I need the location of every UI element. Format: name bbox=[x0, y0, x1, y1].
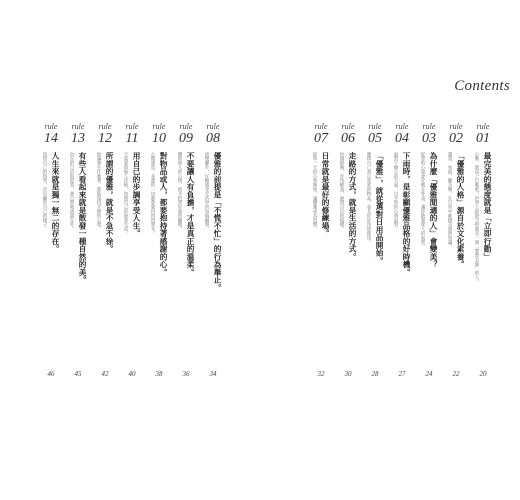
rule-title: 下雨時，是彰顯優雅品格的好時機。 bbox=[402, 152, 411, 276]
rule-word: rule bbox=[314, 122, 328, 131]
rule-title: 有些人看起來就是散發一種自然的美。 bbox=[78, 152, 87, 284]
rule-description: 從每一天的小事開始，讓優雅成為習慣。 bbox=[312, 152, 317, 232]
rule-word: rule bbox=[449, 122, 463, 131]
rule-title: 不要讓人有負擔，才是真正的溫柔。 bbox=[186, 152, 195, 276]
rule-number: 13 bbox=[71, 131, 85, 146]
toc-entry[interactable] bbox=[40, 122, 62, 384]
page-number: 45 bbox=[74, 370, 82, 378]
toc-entry[interactable] bbox=[202, 122, 224, 384]
page-number: 22 bbox=[452, 370, 460, 378]
rule-title: 優雅的前提是「不慌不忙」的行為舉止。 bbox=[213, 152, 222, 292]
rule-number: 09 bbox=[179, 131, 193, 146]
rule-word: rule bbox=[341, 122, 355, 131]
rule-word: rule bbox=[152, 122, 166, 131]
rule-description: 心動，就馬上行動吧！世界上最缺乏的就是一個「實際去做」的人。 bbox=[474, 152, 479, 284]
toc-entry[interactable] bbox=[310, 122, 332, 384]
toc-entry[interactable] bbox=[148, 122, 170, 384]
rule-word: rule bbox=[125, 122, 139, 131]
page-number: 36 bbox=[182, 370, 190, 378]
page-number: 30 bbox=[344, 370, 352, 378]
toc-entry[interactable] bbox=[472, 122, 494, 384]
rule-word: rule bbox=[395, 122, 409, 131]
toc-entry[interactable] bbox=[391, 122, 413, 384]
rule-word: rule bbox=[71, 122, 85, 131]
rule-number: 02 bbox=[449, 131, 463, 146]
rule-description: 無論發生什麼事，都能保持平穩的心境。 bbox=[96, 152, 101, 232]
rule-title: 最完美的態度就是「立即行動」 bbox=[483, 152, 492, 261]
rule-title: 為什麼「優雅閒適的人」會變美？ bbox=[429, 152, 438, 269]
toc-entry[interactable] bbox=[418, 122, 440, 384]
page-number: 40 bbox=[128, 370, 136, 378]
rule-description: 讀書、看展、聽音樂，在日常中累積美感與知識。 bbox=[447, 152, 452, 249]
page-number: 46 bbox=[47, 370, 55, 378]
toc-entry[interactable] bbox=[94, 122, 116, 384]
toc-entry[interactable] bbox=[337, 122, 359, 384]
rule-number: 08 bbox=[206, 131, 220, 146]
page-number: 27 bbox=[398, 370, 406, 378]
page-number: 34 bbox=[209, 370, 217, 378]
rule-number: 07 bbox=[314, 131, 328, 146]
rule-title: 「優雅的人格」源自於文化素養。 bbox=[456, 152, 465, 269]
toc-entry[interactable] bbox=[121, 122, 143, 384]
rule-description: 放慢腳步，仔細感受生活中的每個瞬間。 bbox=[204, 152, 209, 232]
rule-number: 01 bbox=[476, 131, 490, 146]
rule-number: 11 bbox=[125, 131, 139, 146]
rule-title: 所謂的優雅，就是不急不徐。 bbox=[105, 152, 114, 253]
rule-title: 用自己的步調享受人生。 bbox=[132, 152, 141, 238]
rule-word: rule bbox=[476, 122, 490, 131]
page-number: 42 bbox=[101, 370, 109, 378]
rule-number: 06 bbox=[341, 131, 355, 146]
rule-description: 面對不順心的天氣，以平和的心情面對。 bbox=[393, 152, 398, 232]
rule-number: 12 bbox=[98, 131, 112, 146]
page-number: 20 bbox=[479, 370, 487, 378]
rule-number: 10 bbox=[152, 131, 166, 146]
toc-entry[interactable] bbox=[67, 122, 89, 384]
rule-description: 選擇自己真正喜愛的物品，並且好好珍惜使用。 bbox=[366, 152, 371, 245]
page-number: 24 bbox=[425, 370, 433, 378]
rule-description: 體貼他人的心情，給予恰到好處的關懷。 bbox=[177, 152, 182, 232]
rule-word: rule bbox=[368, 122, 382, 131]
rule-description: 內在的自信與從容，會自然地流露在外。 bbox=[69, 152, 74, 232]
rule-title: 對物品或人，都要抱持著感謝的心。 bbox=[159, 152, 168, 276]
toc-entry[interactable] bbox=[175, 122, 197, 384]
rule-number: 04 bbox=[395, 131, 409, 146]
rule-number: 14 bbox=[44, 131, 58, 146]
rule-word: rule bbox=[422, 122, 436, 131]
rule-description: 珍惜自己的特質，活出屬於自己的樣子。 bbox=[42, 152, 47, 232]
rule-word: rule bbox=[98, 122, 112, 131]
rule-word: rule bbox=[179, 122, 193, 131]
rule-title: 日常就是最好的修練場。 bbox=[321, 152, 330, 238]
rule-number: 03 bbox=[422, 131, 436, 146]
rule-title: 走路的方式，就是生活的方式。 bbox=[348, 152, 357, 261]
rule-title: 人生來就是獨一無二的存在。 bbox=[51, 152, 60, 253]
toc-entry[interactable] bbox=[364, 122, 386, 384]
contents-heading: Contents bbox=[454, 78, 510, 94]
rule-title: 「優雅」，就從選對日用品開始。 bbox=[375, 152, 384, 265]
rule-word: rule bbox=[44, 122, 58, 131]
rule-description: 心懷感恩，身邊的一切都會變得閃閃發光。 bbox=[150, 152, 155, 236]
rule-number: 05 bbox=[368, 131, 382, 146]
toc-entry[interactable] bbox=[445, 122, 467, 384]
rule-description: 從容的心境會反映在外表，讓你散發迷人的氣質。 bbox=[420, 152, 425, 249]
rule-word: rule bbox=[206, 122, 220, 131]
rule-description: 不需要與他人比較，按照自己的節奏生活。 bbox=[123, 152, 128, 236]
rule-description: 抬頭挺胸、步伐輕盈，展現自信的模樣。 bbox=[339, 152, 344, 232]
page-number: 38 bbox=[155, 370, 163, 378]
page-number: 28 bbox=[371, 370, 379, 378]
page-number: 32 bbox=[317, 370, 325, 378]
